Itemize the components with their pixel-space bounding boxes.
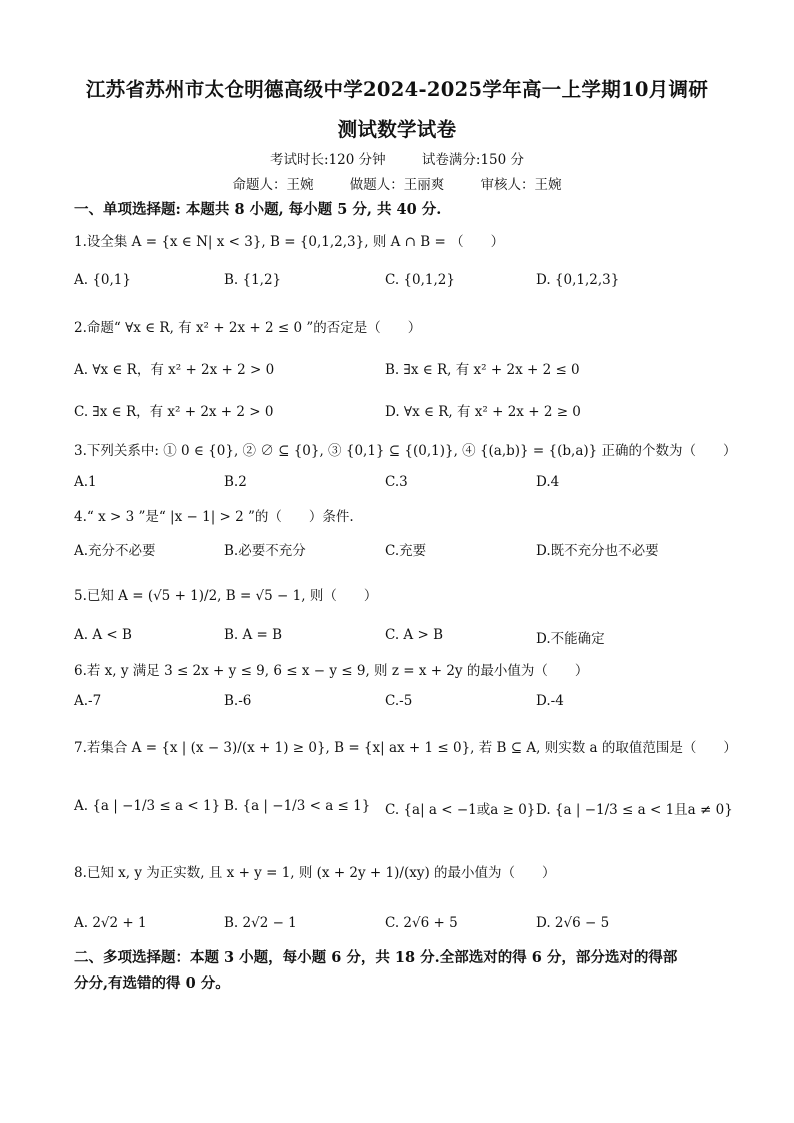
option-c: C.充要 — [385, 543, 427, 559]
option-b: B.2 — [224, 474, 247, 490]
option-a: A.-7 — [74, 693, 102, 709]
question-stem: 5.已知 A = (√5 + 1)/2, B = √5 − 1, 则（ ） — [74, 588, 378, 604]
solver: 做题人：王丽爽 — [349, 177, 445, 193]
option-a: A. ∀x ∈ R，有 x² + 2x + 2 > 0 — [74, 362, 275, 378]
option-c: C. A > B — [385, 627, 443, 643]
option-d: D. {a | −1/3 ≤ a < 1且a ≠ 0} — [536, 802, 733, 818]
option-d: D.不能确定 — [536, 631, 605, 647]
option-a: A. A < B — [74, 627, 132, 643]
author: 命题人：王婉 — [232, 177, 314, 193]
question-stem: 8.已知 x, y 为正实数, 且 x + y = 1, 则 (x + 2y + 1)/(xy) 的最小值为（ ） — [74, 865, 556, 881]
option-a: A.充分不必要 — [74, 543, 156, 559]
section-heading-multiple-choice-cont: 分分,有选错的得 0 分。 — [74, 975, 230, 992]
option-b: B. {a | −1/3 < a ≤ 1} — [224, 798, 371, 814]
question-stem: 3.下列关系中: ① 0 ∈ {0}, ② ∅ ⊆ {0}, ③ {0,1} ⊆ {(0,1)}, ④ {(a,b)} = {(b,a)} 正确的个数为（ ） — [74, 443, 737, 459]
option-c: C.-5 — [385, 693, 413, 709]
option-b: B. {1,2} — [224, 272, 282, 288]
option-a: A. {0,1} — [74, 272, 131, 288]
section-heading-single-choice: 一、单项选择题: 本题共 8 小题, 每小题 5 分, 共 40 分. — [74, 201, 442, 218]
option-a: A. 2√2 + 1 — [74, 915, 147, 931]
option-b: B. A = B — [224, 627, 283, 643]
question-stem: 1.设全集 A = {x ∈ N| x < 3}, B = {0,1,2,3}, 则 A ∩ B = （ ） — [74, 234, 505, 250]
option-b: B.必要不充分 — [224, 543, 306, 559]
option-a: A. {a | −1/3 ≤ a < 1} — [74, 798, 221, 814]
option-c: C. {a| a < −1或a ≥ 0} — [385, 802, 536, 818]
option-b: B.-6 — [224, 693, 252, 709]
option-d: D.既不充分也不必要 — [536, 543, 659, 559]
option-c: C. ∃x ∈ R，有 x² + 2x + 2 > 0 — [74, 404, 274, 420]
option-c: C.3 — [385, 474, 408, 490]
option-c: C. 2√6 + 5 — [385, 915, 458, 931]
question-stem: 7.若集合 A = {x | (x − 3)/(x + 1) ≥ 0}, B = {x| ax + 1 ≤ 0}, 若 B ⊆ A, 则实数 a 的取值范围是（ ） — [74, 740, 737, 756]
staff-info — [0, 173, 794, 193]
option-d: D.-4 — [536, 693, 564, 709]
option-d: D. {0,1,2,3} — [536, 272, 620, 288]
option-b: B. 2√2 − 1 — [224, 915, 297, 931]
section-heading-multiple-choice: 二、多项选择题：本题 3 小题，每小题 6 分，共 18 分.全部选对的得 6 分，部分选对的得部 — [74, 949, 678, 966]
option-a: A.1 — [74, 474, 97, 490]
option-c: C. {0,1,2} — [385, 272, 455, 288]
question-stem: 4.“ x > 3 ”是“ |x − 1| > 2 ”的（ ）条件. — [74, 509, 354, 525]
exam-title-line2: 测试数学试卷 — [337, 118, 457, 141]
exam-title-line1: 江苏省苏州市太仓明德高级中学2024-2025学年高一上学期10月调研 — [85, 78, 709, 101]
option-d: D. 2√6 − 5 — [536, 915, 610, 931]
reviewer: 审核人：王婉 — [480, 177, 562, 193]
option-d: D. ∀x ∈ R, 有 x² + 2x + 2 ≥ 0 — [385, 404, 581, 420]
exam-time: 考试时长:120 分钟 — [269, 152, 386, 168]
exam-info — [0, 148, 794, 168]
question-stem: 2.命题“ ∀x ∈ R, 有 x² + 2x + 2 ≤ 0 ”的否定是（ ） — [74, 320, 422, 336]
question-stem: 6.若 x, y 满足 3 ≤ 2x + y ≤ 9, 6 ≤ x − y ≤ 9, 则 z = x + 2y 的最小值为（ ） — [74, 663, 589, 679]
option-d: D.4 — [536, 474, 560, 490]
full-score: 试卷满分:150 分 — [421, 152, 524, 168]
option-b: B. ∃x ∈ R, 有 x² + 2x + 2 ≤ 0 — [385, 362, 580, 378]
